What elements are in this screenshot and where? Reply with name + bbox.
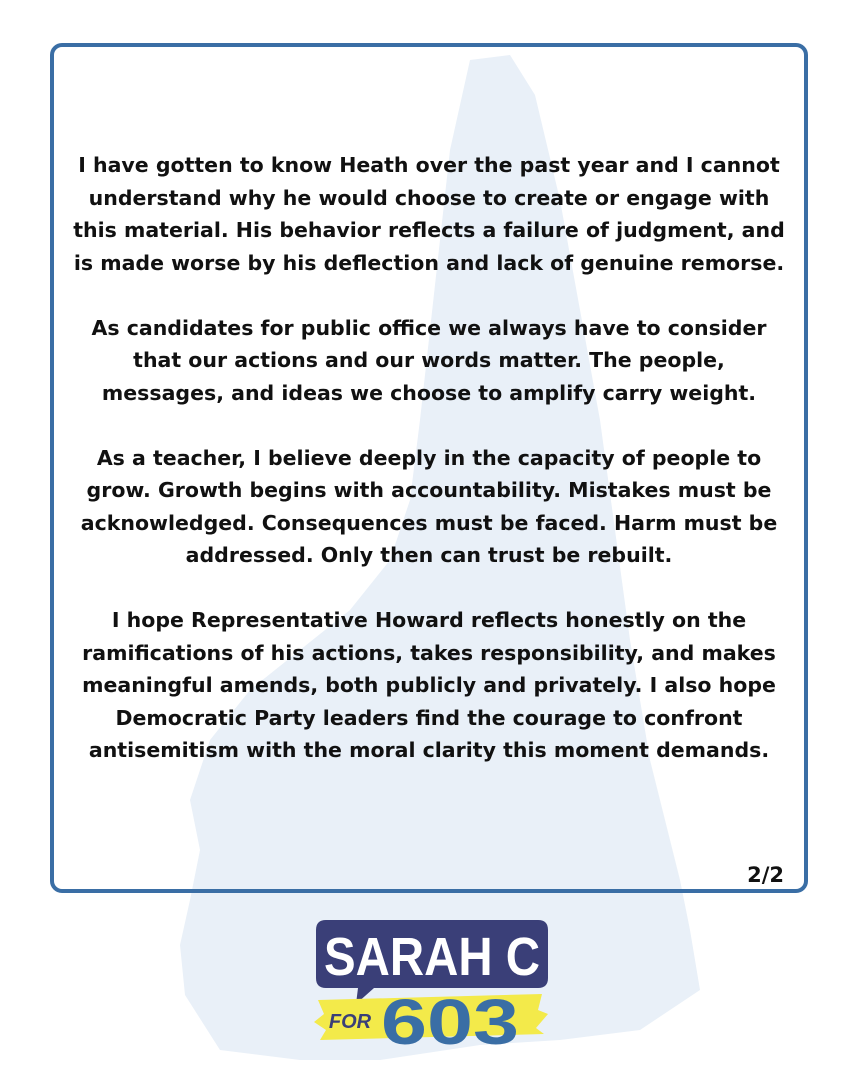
campaign-logo	[312, 920, 552, 1050]
logo-for-text: FOR	[328, 1011, 372, 1033]
statement-paragraph: I have gotten to know Heath over the past year and I cannot understand why he would choose to create or engage with this material. His behavior reflects a failure of judgment, and is made worse by his deflection and lack of genuine remorse.	[73, 153, 785, 275]
logo-number-text: 603	[381, 986, 519, 1050]
statement-paragraph: I hope Representative Howard reflects honestly on the ramifications of his actions, takes responsibility, and makes meaningful amends, both publicly and privately. I also hope Democratic Party leaders find the courage to confront antisemitism with the moral clarity this moment demands.	[82, 608, 776, 762]
page-indicator: 2/2	[747, 863, 784, 887]
logo-name-text: SARAH C	[324, 927, 540, 987]
statement-body	[72, 149, 786, 767]
statement-paragraph: As candidates for public office we always have to consider that our actions and our words matter. The people, messages, and ideas we choose to amplify carry weight.	[91, 315, 767, 405]
statement-card	[50, 43, 808, 893]
statement-paragraph: As a teacher, I believe deeply in the capacity of people to grow. Growth begins with accountability. Mistakes must be acknowledged. Consequences must be faced. Harm must be addressed. Only then can trust be rebuilt.	[80, 445, 778, 567]
